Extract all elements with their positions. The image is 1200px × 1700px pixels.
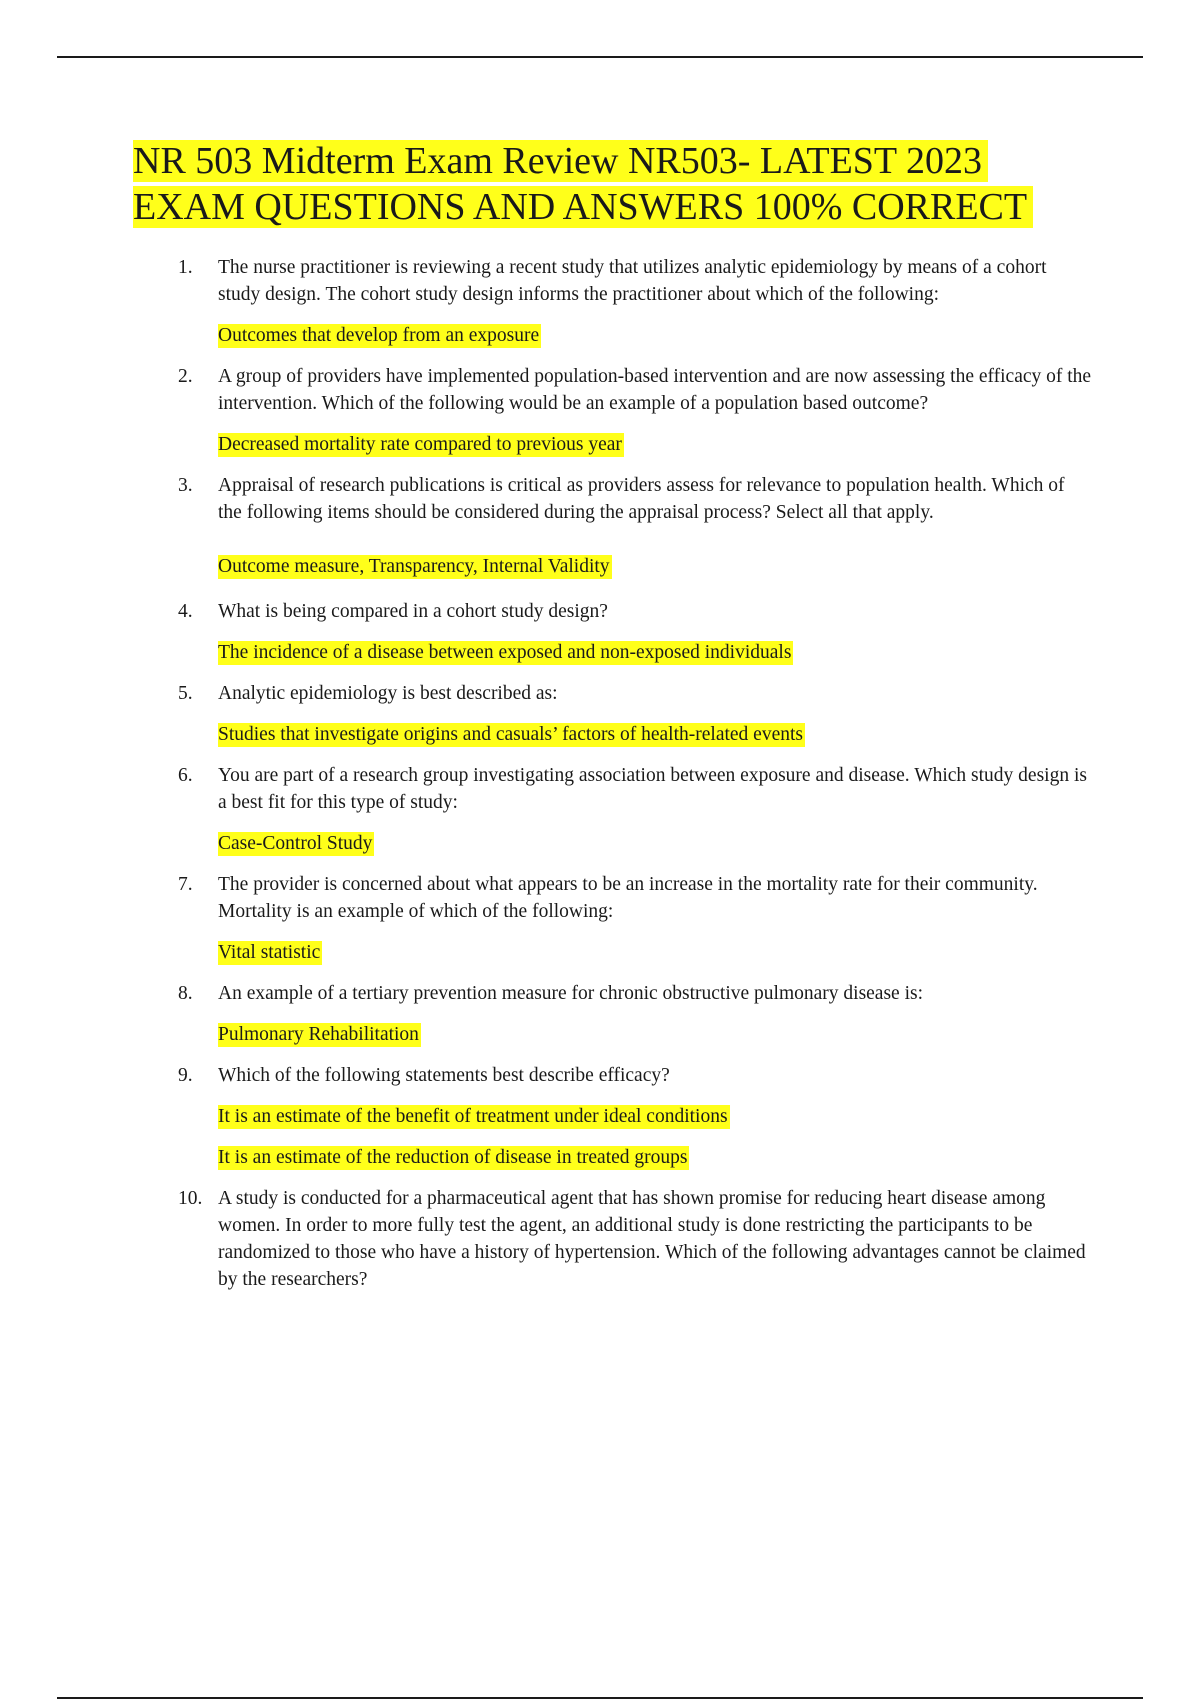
question-item — [178, 363, 1093, 458]
question-text: What is being compared in a cohort study design? — [218, 601, 608, 622]
question-number: 3. — [178, 475, 193, 496]
question-text: A group of providers have implemented population-based intervention and are now assessing the efficacy of the intervention. Which of the following would be an example of a population based outcome? — [218, 366, 1092, 414]
answer-highlight — [218, 1021, 1093, 1048]
answer-highlight — [218, 1103, 1093, 1130]
question-item — [178, 472, 1093, 580]
question-number: 5. — [178, 683, 193, 704]
question-item — [178, 871, 1093, 966]
answer-highlight — [218, 1144, 1093, 1171]
question-item — [178, 1062, 1093, 1171]
question-item — [178, 980, 1093, 1048]
question-item — [178, 254, 1093, 349]
question-item — [178, 680, 1093, 748]
answer-text: Outcome measure, Transparency, Internal Validity — [218, 556, 610, 577]
question-list — [178, 254, 1093, 1307]
question-number: 1. — [178, 257, 193, 278]
answer-text: Decreased mortality rate compared to previous year — [218, 434, 622, 455]
question-number: 8. — [178, 983, 193, 1004]
answer-text: Vital statistic — [218, 942, 321, 963]
title-line-1: NR 503 Midterm Exam Review NR503- LATEST 2023 — [133, 140, 988, 182]
question-number: 2. — [178, 366, 193, 387]
answer-text: Case-Control Study — [218, 833, 373, 854]
answer-highlight — [218, 431, 1093, 458]
question-text: An example of a tertiary prevention measure for chronic obstructive pulmonary disease is: — [218, 983, 924, 1004]
answer-highlight — [218, 639, 1093, 666]
answer-highlight — [218, 553, 1093, 580]
answer-highlight — [218, 939, 1093, 966]
title-line-2: EXAM QUESTIONS AND ANSWERS 100% CORRECT — [133, 186, 1033, 228]
question-text: Which of the following statements best describe efficacy? — [218, 1065, 670, 1086]
answer-text: Pulmonary Rehabilitation — [218, 1024, 419, 1045]
question-item — [178, 762, 1093, 857]
answer-highlight — [218, 830, 1093, 857]
top-rule — [57, 56, 1143, 58]
question-number: 10. — [178, 1188, 203, 1209]
question-item — [178, 598, 1093, 666]
question-text: Analytic epidemiology is best described as: — [218, 683, 558, 704]
answer-text: It is an estimate of the reduction of disease in treated groups — [218, 1147, 688, 1168]
answer-text: The incidence of a disease between exposed and non-exposed individuals — [218, 642, 792, 663]
bottom-rule — [57, 1697, 1143, 1699]
answer-text: Outcomes that develop from an exposure — [218, 325, 540, 346]
question-text: Appraisal of research publications is critical as providers assess for relevance to population health. Which of the following items should be considered during the appraisal process? Select all that apply. — [218, 475, 1065, 523]
answer-text: It is an estimate of the benefit of treatment under ideal conditions — [218, 1106, 728, 1127]
question-number: 6. — [178, 765, 193, 786]
question-number: 7. — [178, 874, 193, 895]
answer-text: Studies that investigate origins and casuals’ factors of health-related events — [218, 724, 803, 745]
document-title — [133, 138, 1133, 230]
question-text: A study is conducted for a pharmaceutical agent that has shown promise for reducing heart disease among women. In order to more fully test the agent, an additional study is done restricting the participants to be randomized to those who have a history of hypertension. Which of the following advantages cannot be claimed by the researchers? — [218, 1188, 1086, 1290]
question-item — [178, 1185, 1093, 1293]
question-text: You are part of a research group investigating association between exposure and disease. Which study design is a best fit for this type of study: — [218, 765, 1087, 813]
question-number: 9. — [178, 1065, 193, 1086]
question-number: 4. — [178, 601, 193, 622]
answer-highlight — [218, 721, 1093, 748]
question-text: The nurse practitioner is reviewing a recent study that utilizes analytic epidemiology by means of a cohort study design. The cohort study design informs the practitioner about which of the following: — [218, 257, 1047, 305]
question-text: The provider is concerned about what appears to be an increase in the mortality rate for their community. Mortality is an example of which of the following: — [218, 874, 1038, 922]
answer-highlight — [218, 322, 1093, 349]
